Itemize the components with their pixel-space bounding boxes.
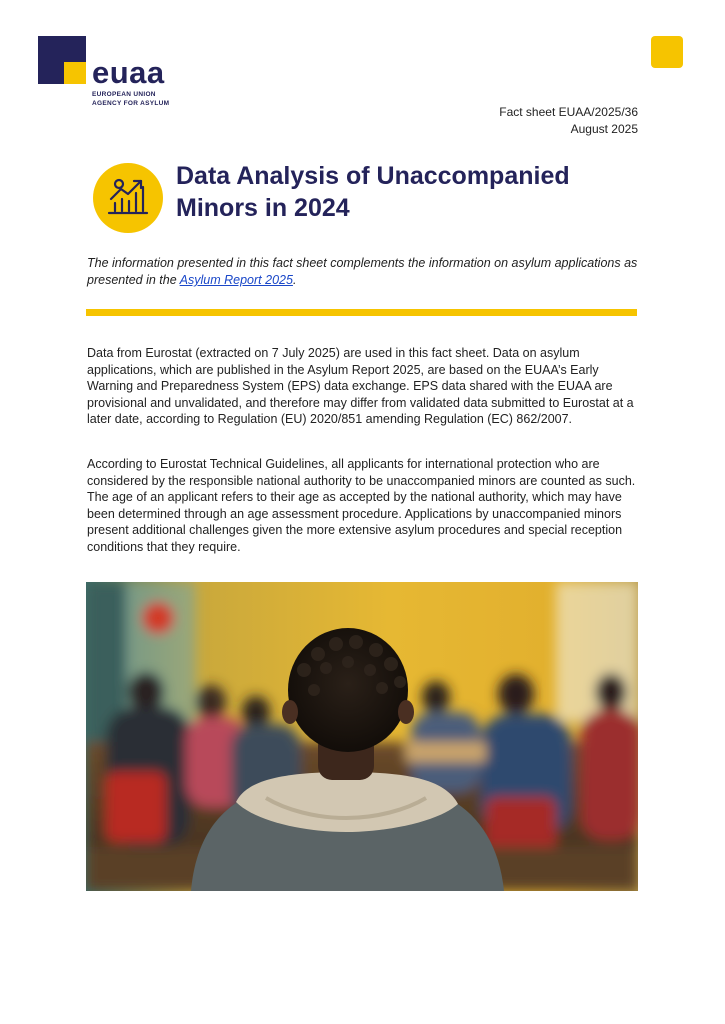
growth-chart-icon-graphic (105, 175, 151, 221)
classroom-photo (86, 582, 638, 891)
intro-text (87, 255, 639, 289)
body-paragraph-2: According to Eurostat Technical Guidelines, all applicants for international protection who are considered by the responsible national authority to be unaccompanied minors are counted as such. The age of an applicant refers to their age as accepted by the national authority, which may have been determined through an age assessment procedure. Applications by unaccompanied minors present additional challenges given the more extensive asylum procedures and special reception conditions that they require. (87, 457, 636, 554)
logo-subtitle-line1: EUROPEAN UNION (92, 91, 156, 98)
logo-subtitle (92, 90, 169, 108)
logo-subtitle-line2: AGENCY FOR ASYLUM (92, 100, 170, 107)
logo-wordmark: euaa (92, 55, 165, 90)
page-title-line1: Data Analysis of Unaccompanied (176, 162, 570, 190)
page-title (176, 160, 636, 224)
page-title-line2: Minors in 2024 (176, 194, 350, 222)
euaa-logo-mark (38, 36, 86, 84)
corner-accent-square (651, 36, 683, 68)
body-paragraph-1: Data from Eurostat (extracted on 7 July 2025) are used in this fact sheet. Data on asylum applications, which are published in the Asylum Report 2025, are based on the EUAA’s Early Warning and Preparedness System (EPS) data exchange. EPS data shared with the EUAA are provisional and unvalidated, and therefore may differ from validated data submitted to Eurostat at a later date, according to Regulation (EU) 2020/851 amending Regulation (EC) 862/2007. (87, 346, 634, 427)
publication-date: August 2025 (570, 122, 638, 136)
section-divider (86, 309, 637, 316)
euaa-logo (38, 36, 188, 112)
factsheet-reference: Fact sheet EUAA/2025/36 (499, 105, 638, 119)
intro-text-start: The information presented in this fact sheet complements the information on asylum applications as presented in the (87, 256, 638, 287)
growth-chart-icon (93, 163, 163, 233)
asylum-report-link[interactable]: Asylum Report 2025 (179, 273, 293, 287)
intro-text-end: . (292, 273, 297, 287)
document-reference (499, 104, 638, 138)
